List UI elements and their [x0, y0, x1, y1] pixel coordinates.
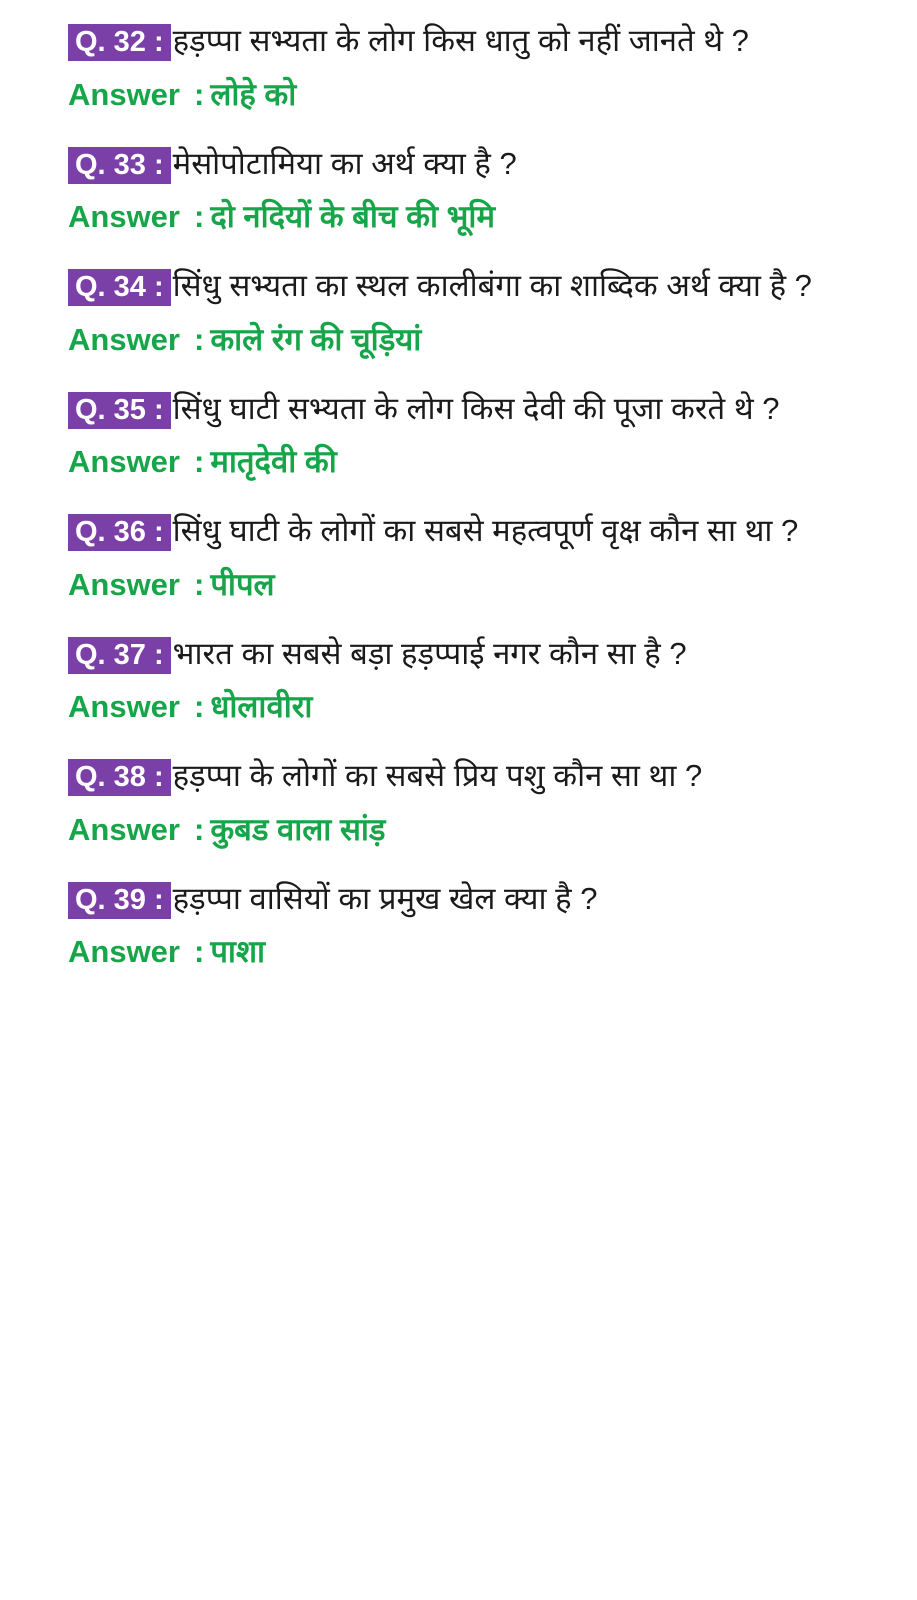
question-text: सिंधु घाटी के लोगों का सबसे महत्वपूर्ण वृक्ष कौन सा था ? — [172, 513, 799, 548]
question-line — [68, 18, 859, 65]
qa-item — [68, 876, 859, 973]
answer-line — [68, 563, 859, 605]
question-line — [68, 508, 859, 555]
question-line — [68, 386, 859, 433]
answer-label: Answer — [68, 689, 180, 724]
qa-item — [68, 753, 859, 850]
answer-line — [68, 73, 859, 115]
answer-label: Answer — [68, 934, 180, 969]
answer-colon: : — [193, 566, 205, 602]
answer-label: Answer — [68, 199, 180, 234]
answer-text: कुबड वाला सांड़ — [210, 811, 386, 847]
question-number-badge: Q. 39 : — [68, 882, 171, 919]
answer-line — [68, 440, 859, 482]
question-text: हड़प्पा सभ्यता के लोग किस धातु को नहीं जानते थे ? — [172, 23, 749, 58]
answer-label: Answer — [68, 566, 180, 602]
qa-item — [68, 631, 859, 728]
question-number-badge: Q. 35 : — [68, 392, 171, 429]
question-text: हड़प्पा के लोगों का सबसे प्रिय पशु कौन सा था ? — [172, 758, 703, 793]
answer-text: धोलावीरा — [210, 689, 313, 724]
answer-label: Answer — [68, 76, 180, 112]
question-text: भारत का सबसे बड़ा हड़प्पाई नगर कौन सा है ? — [172, 635, 687, 671]
qa-item — [68, 18, 859, 115]
answer-line — [68, 685, 859, 727]
answer-line — [68, 195, 859, 237]
question-number-badge: Q. 32 : — [68, 24, 171, 61]
qa-item — [68, 508, 859, 605]
answer-label: Answer — [68, 321, 180, 357]
answer-line — [68, 318, 859, 360]
question-number-badge: Q. 37 : — [68, 637, 171, 674]
answer-colon: : — [193, 934, 205, 969]
question-number-badge: Q. 34 : — [68, 269, 171, 306]
qa-item — [68, 141, 859, 238]
answer-text: दो नदियों के बीच की भूमि — [210, 199, 495, 234]
answer-colon: : — [193, 689, 205, 724]
question-line — [68, 876, 859, 923]
question-text: मेसोपोटामिया का अर्थ क्या है ? — [172, 145, 517, 181]
answer-label: Answer — [68, 811, 180, 847]
question-text: सिंधु सभ्यता का स्थल कालीबंगा का शाब्दिक अर्थ क्या है ? — [172, 268, 812, 303]
answer-colon: : — [193, 76, 205, 112]
question-line — [68, 753, 859, 800]
answer-text: मातृदेवी की — [210, 444, 337, 479]
answer-label: Answer — [68, 444, 180, 479]
answer-line — [68, 930, 859, 972]
question-line — [68, 263, 859, 310]
question-number-badge: Q. 36 : — [68, 514, 171, 551]
answer-text: लोहे को — [210, 76, 297, 112]
question-line — [68, 631, 859, 678]
question-line — [68, 141, 859, 188]
answer-colon: : — [193, 444, 205, 479]
question-text: हड़प्पा वासियों का प्रमुख खेल क्या है ? — [172, 880, 598, 916]
qa-item — [68, 263, 859, 360]
answer-text: पाशा — [210, 934, 266, 969]
question-number-badge: Q. 38 : — [68, 759, 171, 796]
answer-colon: : — [193, 199, 205, 234]
answer-text: काले रंग की चूड़ियां — [210, 321, 422, 357]
answer-colon: : — [193, 811, 205, 847]
answer-line — [68, 808, 859, 850]
answer-colon: : — [193, 321, 205, 357]
qa-item — [68, 386, 859, 483]
answer-text: पीपल — [210, 566, 275, 602]
question-number-badge: Q. 33 : — [68, 147, 171, 184]
question-text: सिंधु घाटी सभ्यता के लोग किस देवी की पूजा करते थे ? — [172, 390, 780, 426]
